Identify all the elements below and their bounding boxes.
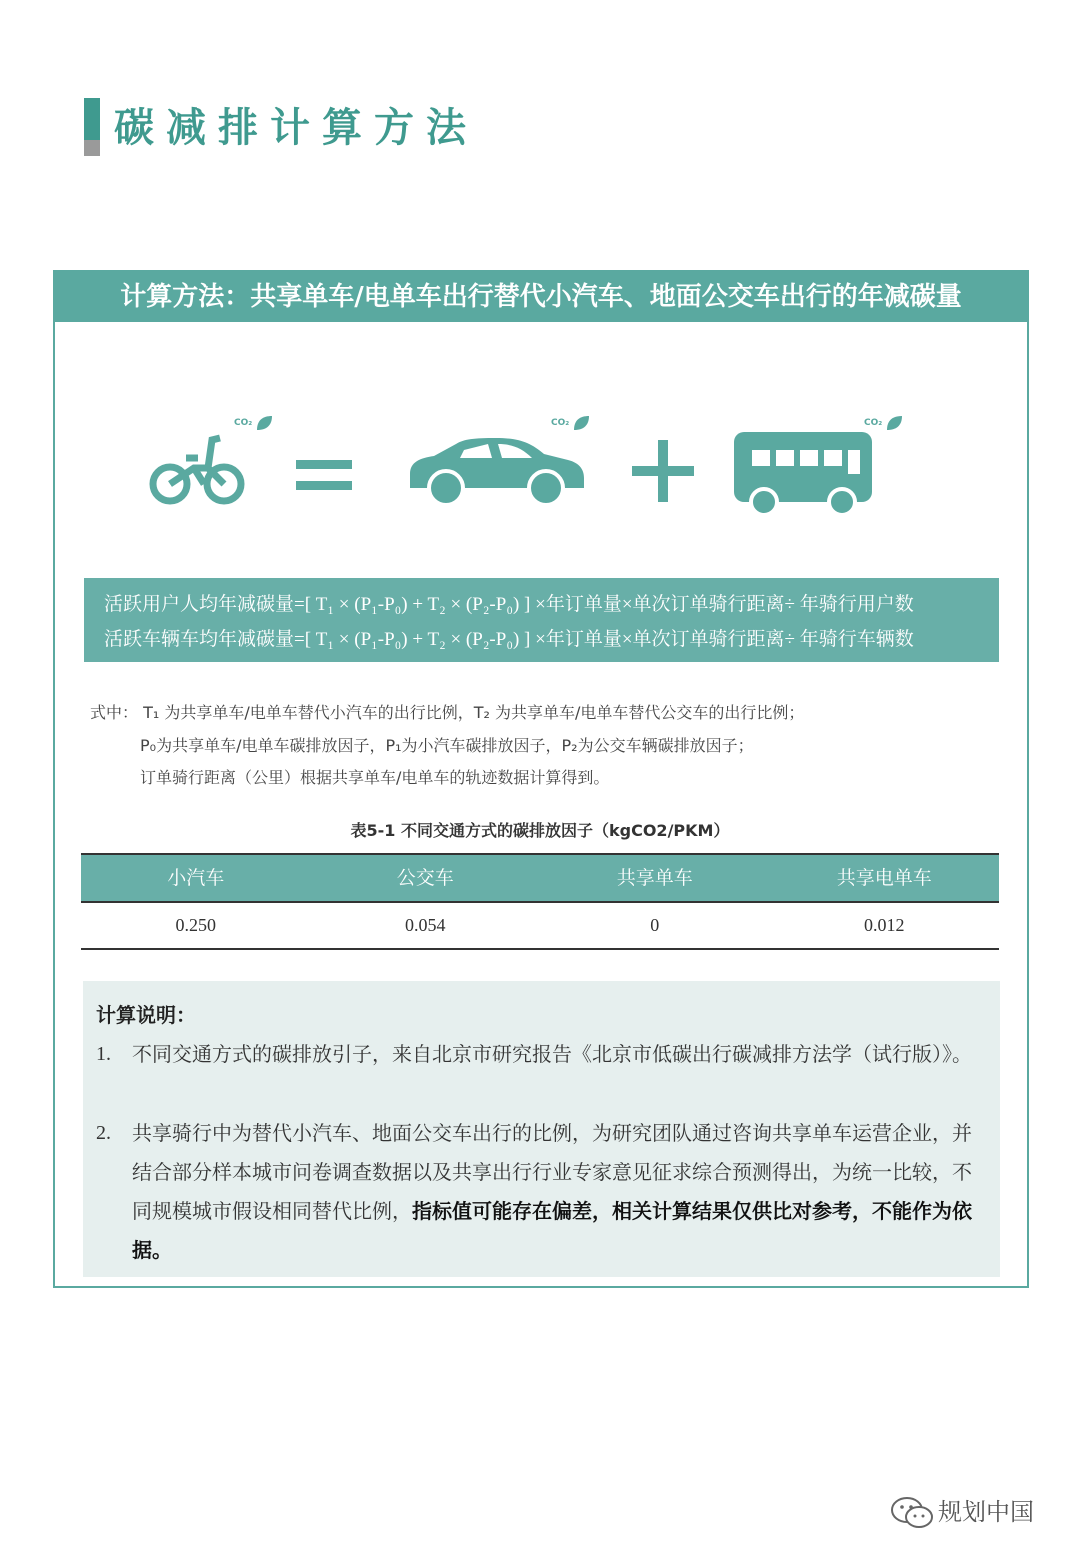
plus-icon	[632, 440, 694, 502]
table-cell: 0.250	[175, 915, 216, 935]
explanation-item-1	[96, 1035, 986, 1115]
explanation-item-2	[96, 1114, 986, 1274]
co2-label-bus: CO₂	[864, 418, 883, 428]
co2-label-bike: CO₂	[234, 418, 253, 428]
explanation-box	[83, 981, 1000, 1277]
item-text: 共享骑行中为替代小汽车、地面公交车出行的比例，为研究团队通过咨询共享单车运营企业，并结合部分样本城市问卷调查数据以及共享出行行业专家意见征求综合预测得出，为统一比较，不同规模城市假设相同替代比例，指标值可能存在偏差，相关计算结果仅供比对参考，不能作为依据。	[132, 1121, 972, 1262]
page-title: 碳减排计算方法	[114, 105, 478, 151]
note-line-1: 式中： T₁ 为共享单车/电单车替代小汽车的出行比例，T₂ 为共享单车/电单车替代公交车的出行比例；	[90, 703, 805, 722]
table-cell: 0	[650, 915, 660, 935]
panel-header: 计算方法：共享单车/电单车出行替代小汽车、地面公交车出行的年减碳量	[55, 272, 1027, 322]
item-number: 2.	[96, 1122, 111, 1144]
table-header-cell: 共享电单车	[836, 867, 932, 889]
formula-box	[84, 578, 999, 662]
table-header-row	[81, 855, 999, 901]
item-text: 不同交通方式的碳排放引子，来自北京市研究报告《北京市低碳出行碳减排方法学（试行版）》。	[132, 1042, 972, 1066]
table-caption: 表5-1 不同交通方式的碳排放因子（kgCO2/PKM）	[350, 821, 730, 840]
watermark-text: 规划中国	[938, 1498, 1034, 1526]
watermark	[890, 1494, 1060, 1530]
car-icon	[404, 436, 586, 508]
leaf-icon	[885, 414, 903, 432]
leaf-icon	[572, 414, 590, 432]
note-line-3: 订单骑行距离（公里）根据共享单车/电单车的轨迹数据计算得到。	[140, 768, 610, 787]
equals-icon	[296, 458, 352, 492]
table-header-cell: 小汽车	[167, 867, 225, 889]
title-accent-bar	[84, 98, 100, 156]
emission-factor-table	[81, 853, 999, 950]
table-row	[81, 903, 999, 948]
table-cell: 0.012	[864, 915, 905, 935]
bicycle-icon	[148, 428, 248, 508]
formula-line-2: 活跃车辆车均年减碳量=[ T₁ × (P₁-P₀) + T₂ × (P₂-P₀) ] ×年订单量×单次订单骑行距离÷ 年骑行车辆数	[104, 629, 914, 650]
leaf-icon	[255, 414, 273, 432]
item-number: 1.	[96, 1043, 111, 1065]
note-line-2: P₀为共享单车/电单车碳排放因子，P₁为小汽车碳排放因子，P₂为公交车辆碳排放因子；	[140, 736, 754, 755]
co2-label-car: CO₂	[551, 418, 570, 428]
item-bold-text: 指标值可能存在偏差，相关计算结果仅供比对参考，不能作为依据。	[132, 1199, 972, 1262]
table-cell: 0.054	[405, 915, 446, 935]
table-header-cell: 公交车	[396, 867, 454, 889]
wechat-icon	[890, 1496, 934, 1530]
table-header-cell: 共享单车	[616, 867, 693, 889]
bus-icon	[730, 430, 876, 516]
explanation-heading: 计算说明：	[96, 1003, 196, 1027]
formula-line-1: 活跃用户人均年减碳量=[ T₁ × (P₁-P₀) + T₂ × (P₂-P₀) ] ×年订单量×单次订单骑行距离÷ 年骑行用户数	[104, 594, 914, 615]
